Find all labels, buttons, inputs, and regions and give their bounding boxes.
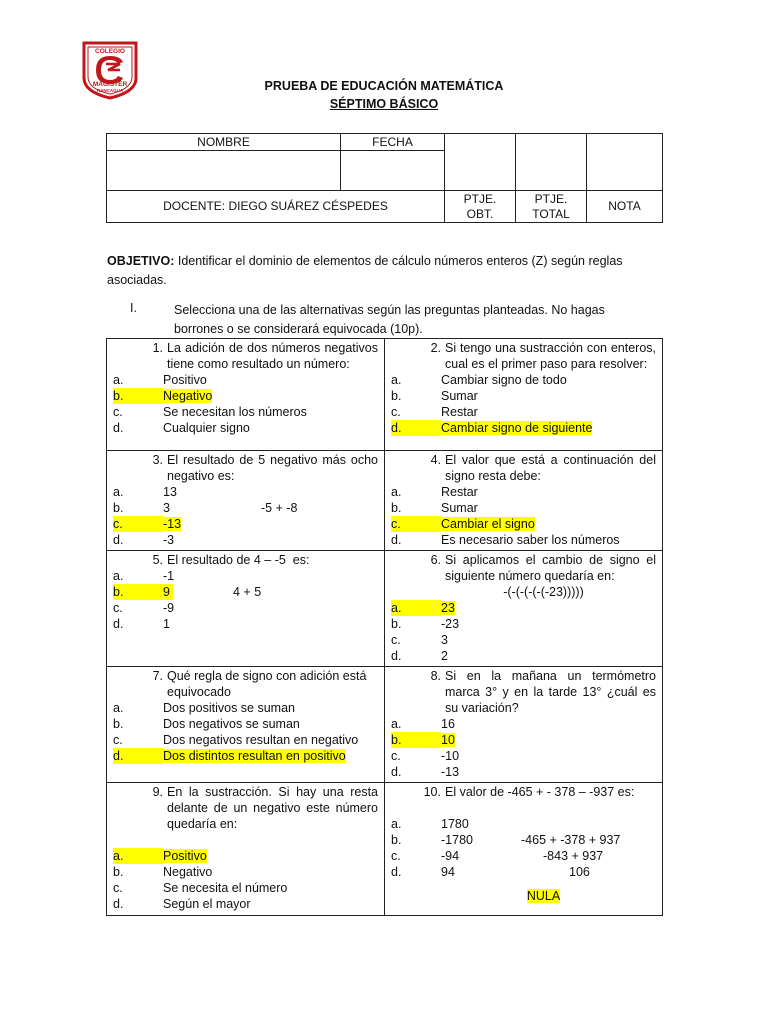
option-2d[interactable]: d. Cambiar signo de siguiente [391, 421, 593, 435]
option-8c[interactable]: c. -10 [391, 749, 460, 763]
docente-label: DOCENTE: DIEGO SUÁREZ CÉSPEDES [107, 191, 445, 223]
option-6d[interactable]: d. 2 [391, 649, 448, 663]
option-1a[interactable]: a. Positivo [113, 373, 207, 387]
option-6c[interactable]: c. 3 [391, 633, 448, 647]
option-10c[interactable]: c. -94 -843 + 937 [391, 849, 604, 863]
option-6a[interactable]: a. 23 [391, 601, 455, 615]
nombre-field[interactable] [107, 151, 341, 191]
question-1: 1. La adición de dos números negativos tiene como resultado un número: a. Positivo b. Negativo c. Se necesitan los números d. Cualquier signo [107, 339, 385, 451]
option-4c[interactable]: c. Cambiar el signo [391, 517, 535, 531]
ptje-total-cell[interactable] [516, 134, 587, 191]
option-5b[interactable]: b. 9 4 + 5 [113, 585, 262, 599]
option-4b[interactable]: b. Sumar [391, 501, 478, 515]
working-note: -5 + -8 [261, 501, 298, 515]
question-3: 3. El resultado de 5 negativo más ocho negativo es: a. 13 b. 3 -5 + -8 c. -13 d. -3 [107, 451, 385, 551]
question-8: 8. Si en la mañana un termómetro marca 3° y en la tarde 13° ¿cuál es su variación? a. 16 b. 10 c. -10 d. -13 [385, 667, 663, 783]
option-10b[interactable]: b. -1780 -465 + -378 + 937 [391, 833, 621, 847]
option-2a[interactable]: a. Cambiar signo de todo [391, 373, 567, 387]
option-6b[interactable]: b. -23 [391, 617, 460, 631]
option-3c[interactable]: c. -13 [113, 517, 182, 531]
ptje-total-label: PTJE. TOTAL [516, 191, 587, 223]
fecha-label: FECHA [341, 134, 445, 151]
working-note: 4 + 5 [233, 585, 262, 599]
option-5d[interactable]: d. 1 [113, 617, 170, 631]
question-4: 4. El valor que está a continuación del signo resta debe: a. Restar b. Sumar c. Cambiar el signo d. Es necesario saber los números [385, 451, 663, 551]
option-10d[interactable]: d. 94 106 [391, 865, 590, 879]
option-9d[interactable]: d. Según el mayor [113, 897, 251, 911]
option-5c[interactable]: c. -9 [113, 601, 175, 615]
option-3b[interactable]: b. 3 -5 + -8 [113, 501, 298, 515]
instruction-text: Selecciona una de las alternativas según las preguntas planteadas. No hagas borrones o se considerará equivocada (10p). [174, 303, 605, 336]
svg-text:COLEGIO: COLEGIO [95, 48, 125, 55]
svg-text:MAGISTER: MAGISTER [92, 81, 128, 88]
option-7b[interactable]: b. Dos negativos se suman [113, 717, 300, 731]
question-7: 7. Qué regla de signo con adición está equivocado a. Dos positivos se suman b. Dos negativos se suman c. Dos negativos resultan en negativo d. Dos distintos resultan en positivo [107, 667, 385, 783]
svg-text:RANCAGUA: RANCAGUA [96, 88, 124, 93]
option-9b[interactable]: b. Negativo [113, 865, 213, 879]
option-8a[interactable]: a. 16 [391, 717, 455, 731]
option-7c[interactable]: c. Dos negativos resultan en negativo [113, 733, 359, 747]
questions-table [106, 338, 663, 916]
student-info-table [106, 133, 663, 223]
question-9: 9. En la sustracción. Si hay una resta delante de un negativo este número quedaría en: a. Positivo b. Negativo c. Se necesita el número d. Según el mayor [107, 783, 385, 916]
option-8d[interactable]: d. -13 [391, 765, 460, 779]
option-9c[interactable]: c. Se necesita el número [113, 881, 288, 895]
section-number: I. [130, 301, 137, 315]
option-7d[interactable]: d. Dos distintos resultan en positivo [113, 749, 346, 763]
nested-expression: -(-(-(-(-(-23))))) [503, 585, 584, 599]
working-note: 106 [569, 865, 590, 879]
option-10a[interactable]: a. 1780 [391, 817, 469, 831]
objective: OBJETIVO: Identificar el dominio de elementos de cálculo números enteros (Z) según reglas asociadas. [107, 254, 623, 287]
option-4d[interactable]: d. Es necesario saber los números [391, 533, 620, 547]
option-1c[interactable]: c. Se necesitan los números [113, 405, 307, 419]
option-3a[interactable]: a. 13 [113, 485, 177, 499]
ptje-obt-cell[interactable] [445, 134, 516, 191]
option-2c[interactable]: c. Restar [391, 405, 478, 419]
nula-mark: NULA [526, 889, 561, 903]
nota-cell[interactable] [587, 134, 663, 191]
document-subtitle: SÉPTIMO BÁSICO [329, 97, 439, 111]
option-5a[interactable]: a. -1 [113, 569, 175, 583]
question-6: 6. Si aplicamos el cambio de signo el siguiente número quedaría en: -(-(-(-(-(-23))))) a. 23 b. -23 c. 3 d. 2 [385, 551, 663, 667]
question-5: 5. El resultado de 4 – -5 es: a. -1 b. 9 4 + 5 c. -9 d. 1 [107, 551, 385, 667]
option-7a[interactable]: a. Dos positivos se suman [113, 701, 296, 715]
option-1b[interactable]: b. Negativo [113, 389, 213, 403]
option-1d[interactable]: d. Cualquier signo [113, 421, 250, 435]
document-title: PRUEBA DE EDUCACIÓN MATEMÁTICA [264, 79, 504, 93]
option-4a[interactable]: a. Restar [391, 485, 478, 499]
nota-label: NOTA [587, 191, 663, 223]
option-8b[interactable]: b. 10 [391, 733, 455, 747]
question-2: 2. Si tengo una sustracción con enteros, cual es el primer paso para resolver: a. Cambiar signo de todo b. Sumar c. Restar d. Cambiar signo de siguiente [385, 339, 663, 451]
option-9a[interactable]: a. Positivo [113, 849, 207, 863]
nombre-label: NOMBRE [107, 134, 341, 151]
question-10: 10. El valor de -465 + - 378 – -937 es: a. 1780 b. -1780 -465 + -378 + 937 c. -94 -843 + 937 d. 94 106 NULA [385, 783, 663, 916]
ptje-obt-label: PTJE. OBT. [445, 191, 516, 223]
working-note: -843 + 937 [543, 849, 604, 863]
fecha-field[interactable] [341, 151, 445, 191]
option-2b[interactable]: b. Sumar [391, 389, 478, 403]
working-note: -465 + -378 + 937 [521, 833, 621, 847]
option-3d[interactable]: d. -3 [113, 533, 175, 547]
